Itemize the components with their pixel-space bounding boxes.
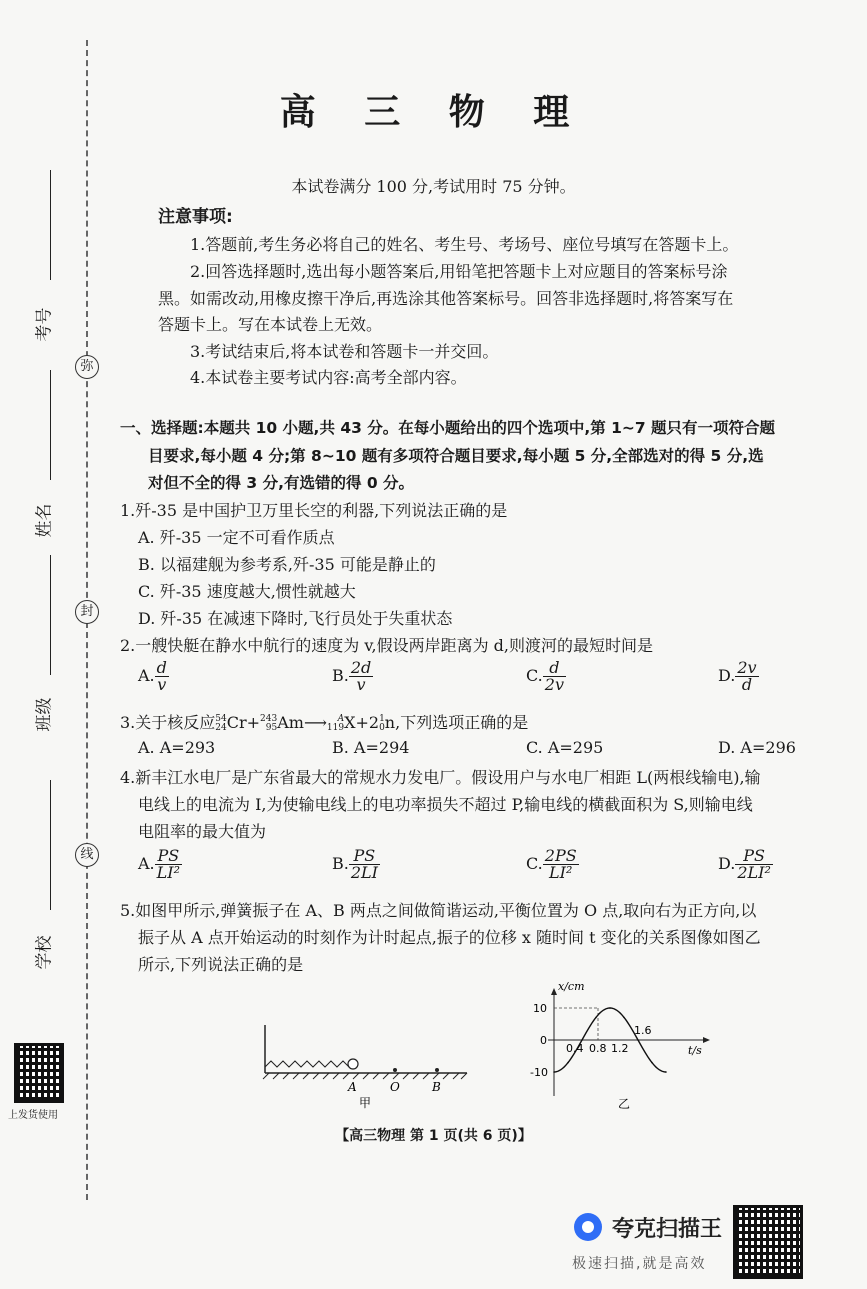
notice-item: 3.考试结束后,将本试卷和答题卡一并交回。 bbox=[190, 342, 499, 361]
q2-option-c[interactable] bbox=[526, 660, 566, 693]
q1-option-d[interactable]: D. 歼-35 在减速下降时,飞行员处于失重状态 bbox=[138, 609, 453, 628]
q4-option-b[interactable] bbox=[332, 848, 380, 881]
q3-option-b[interactable]: B. A=294 bbox=[332, 738, 410, 757]
n-coefficient: 2 bbox=[368, 713, 380, 732]
page-footer: 【高三物理 第 1 页(共 6 页)】 bbox=[335, 1128, 532, 1144]
denominator: LI² bbox=[156, 863, 180, 882]
figure-yi-xt-chart bbox=[518, 978, 718, 1113]
denominator: 2LI bbox=[350, 863, 378, 882]
floor-hatching bbox=[263, 1073, 467, 1079]
q1-stem: 1.歼-35 是中国护卫万里长空的利器,下列说法正确的是 bbox=[120, 501, 508, 520]
class-blank[interactable] bbox=[50, 555, 51, 675]
option-label: B. bbox=[332, 854, 349, 873]
q4-option-c[interactable] bbox=[526, 848, 579, 881]
am-symbol: Am bbox=[277, 713, 304, 732]
q5-stem-line: 所示,下列说法正确的是 bbox=[138, 955, 304, 974]
option-label: A. bbox=[138, 666, 155, 685]
section-heading: 一、选择题:本题共 10 小题,共 43 分。在每小题给出的四个选项中,第 1~7 题只有一项符合题 bbox=[120, 419, 776, 437]
am-nuclide-numbers bbox=[260, 715, 277, 733]
option-label: A. bbox=[138, 854, 155, 873]
q4-stem-line: 电阻率的最大值为 bbox=[138, 822, 267, 841]
section-heading-cont: 目要求,每小题 4 分;第 8~10 题有多项符合题目要求,每小题 5 分,全部选对的得 5 分,选 bbox=[148, 447, 764, 465]
school-blank[interactable] bbox=[50, 780, 51, 910]
denominator: v bbox=[157, 675, 167, 694]
point-a-label: A bbox=[348, 1080, 357, 1094]
numerator: d bbox=[156, 658, 167, 677]
school-label: 学校 bbox=[34, 935, 55, 970]
data-point bbox=[623, 1017, 625, 1019]
cr-symbol: Cr bbox=[226, 713, 247, 732]
point-o-label: O bbox=[390, 1080, 400, 1094]
point-b-label: B bbox=[432, 1080, 441, 1094]
notice-item: 答题卡上。写在本试卷上无效。 bbox=[158, 315, 383, 334]
x-symbol: X bbox=[344, 713, 356, 732]
option-label: D. bbox=[718, 666, 736, 685]
point-o-dot bbox=[393, 1068, 397, 1072]
fraction bbox=[349, 660, 373, 693]
q4-stem-line: 4.新丰江水电厂是广东省最大的常规水力发电厂。假设用户与水电厂相距 L(两根线输电),输 bbox=[120, 768, 761, 787]
n-z: 0 bbox=[379, 722, 385, 733]
data-point bbox=[665, 1071, 667, 1073]
q2-option-d[interactable] bbox=[718, 660, 759, 693]
numerator: 2d bbox=[350, 658, 372, 677]
q1-option-c[interactable]: C. 歼-35 速度越大,惯性就越大 bbox=[138, 582, 356, 601]
data-point bbox=[637, 1039, 639, 1041]
y-axis-arrow-icon bbox=[551, 988, 557, 995]
brand-slogan: 极速扫描,就是高效 bbox=[572, 1256, 707, 1272]
q3-option-d[interactable]: D. A=296 bbox=[718, 738, 796, 757]
point-b-dot bbox=[435, 1068, 439, 1072]
side-qr-code bbox=[14, 1043, 64, 1103]
qr-caption: 上发货使用 bbox=[8, 1110, 58, 1121]
x-axis-arrow-icon bbox=[703, 1037, 710, 1043]
notice-item: 2.回答选择题时,选出每小题答案后,用铅笔把答题卡上对应题目的答案标号涂 bbox=[190, 262, 728, 281]
q5-stem-line: 振子从 A 点开始运动的时刻作为计时起点,振子的位移 x 随时间 t 变化的关系图像如图乙 bbox=[138, 928, 761, 947]
x-tick-label: 0.8 bbox=[589, 1042, 607, 1055]
reaction-arrow-icon: ⟶ bbox=[303, 713, 327, 732]
fraction bbox=[349, 848, 380, 881]
exam-number-label: 考号 bbox=[34, 307, 55, 342]
q1-option-b[interactable]: B. 以福建舰为参考系,歼-35 可能是静止的 bbox=[138, 555, 436, 574]
y-tick-label: 10 bbox=[533, 1002, 547, 1015]
data-point bbox=[651, 1062, 653, 1064]
figure-jia-spring-oscillator bbox=[255, 1015, 480, 1110]
option-label: B. bbox=[332, 666, 349, 685]
n-symbol: n bbox=[384, 713, 396, 732]
denominator: 2v bbox=[544, 675, 564, 694]
q1-option-a[interactable]: A. 歼-35 一定不可看作质点 bbox=[138, 528, 335, 547]
denominator: d bbox=[741, 675, 753, 694]
class-label: 班级 bbox=[34, 697, 55, 732]
brand-logo-inner bbox=[582, 1221, 594, 1233]
y-tick-label: 0 bbox=[540, 1034, 547, 1047]
x-mass: A bbox=[337, 713, 345, 724]
cr-z: 24 bbox=[215, 722, 227, 733]
option-label: C. bbox=[526, 666, 543, 685]
q2-option-a[interactable] bbox=[138, 660, 169, 693]
q4-option-d[interactable] bbox=[718, 848, 773, 881]
q5-stem-line: 5.如图甲所示,弹簧振子在 A、B 两点之间做简谐运动,平衡位置为 O 点,取向右为正方向,以 bbox=[120, 901, 757, 920]
x-tick-label: 1.6 bbox=[634, 1024, 652, 1037]
q3-stem-post: ,下列选项正确的是 bbox=[395, 713, 529, 732]
q3-stem: 3.关于核反应 54 24 Cr+ 243 95 Am⟶ A 119 X+2 1 0 n,下列选项正确的是 bbox=[120, 713, 529, 733]
numerator: 2v bbox=[737, 658, 757, 677]
notice-item: 1.答题前,考生务必将自己的姓名、考生号、考场号、座位号填写在答题卡上。 bbox=[190, 235, 739, 254]
fraction bbox=[155, 660, 169, 693]
fraction bbox=[155, 848, 182, 881]
y-tick-label: -10 bbox=[530, 1066, 548, 1079]
y-axis-label: x/cm bbox=[558, 980, 585, 993]
q2-option-b[interactable] bbox=[332, 660, 373, 693]
brand-qr-code bbox=[733, 1205, 803, 1279]
figure-jia-caption: 甲 bbox=[359, 1096, 372, 1110]
spring-icon bbox=[265, 1061, 349, 1067]
denominator: LI² bbox=[549, 863, 573, 882]
data-point bbox=[553, 1071, 555, 1073]
brand-name: 夸克扫描王 bbox=[612, 1217, 723, 1242]
binding-seal-xian: 线 bbox=[75, 843, 99, 867]
notice-item: 黑。如需改动,用橡皮擦干净后,再选涂其他答案标号。回答非选择题时,将答案写在 bbox=[158, 289, 734, 308]
am-mass: 243 bbox=[260, 713, 278, 724]
fraction bbox=[735, 848, 773, 881]
x-nuclide-numbers bbox=[327, 715, 344, 733]
brand-logo-icon bbox=[574, 1213, 602, 1241]
denominator: v bbox=[356, 675, 366, 694]
n-mass: 1 bbox=[379, 713, 385, 724]
figure-yi-caption: 乙 bbox=[618, 1097, 631, 1111]
fraction bbox=[735, 660, 758, 693]
x-axis-label: t/s bbox=[688, 1044, 702, 1057]
q3-stem-pre: 3.关于核反应 bbox=[120, 713, 216, 732]
cr-nuclide-numbers bbox=[215, 715, 226, 733]
numerator: PS bbox=[735, 848, 773, 865]
numerator: PS bbox=[155, 848, 182, 865]
option-label: D. bbox=[718, 854, 736, 873]
data-point bbox=[595, 1017, 597, 1019]
option-label: C. bbox=[526, 854, 543, 873]
denominator: 2LI² bbox=[737, 863, 771, 882]
q2-stem: 2.一艘快艇在静水中航行的速度为 v,假设两岸距离为 d,则渡河的最短时间是 bbox=[120, 636, 653, 655]
q3-option-c[interactable]: C. A=295 bbox=[526, 738, 604, 757]
numerator: 2PS bbox=[544, 846, 577, 865]
binding-seal-mi: 弥 bbox=[75, 355, 99, 379]
x-z: 119 bbox=[326, 722, 345, 733]
data-point bbox=[567, 1062, 569, 1064]
notice-heading: 注意事项: bbox=[158, 207, 233, 227]
binding-seal-feng: 封 bbox=[75, 600, 99, 624]
section-heading-cont: 对但不全的得 3 分,有选错的得 0 分。 bbox=[148, 474, 415, 492]
am-z: 95 bbox=[265, 722, 278, 733]
numerator: d bbox=[543, 660, 566, 677]
fraction bbox=[543, 848, 579, 881]
x-tick-label: 0.4 bbox=[566, 1042, 584, 1055]
data-point bbox=[581, 1039, 583, 1041]
name-label: 姓名 bbox=[34, 503, 55, 538]
exam-subtitle: 本试卷满分 100 分,考试用时 75 分钟。 bbox=[291, 177, 576, 196]
name-blank[interactable] bbox=[50, 370, 51, 480]
oscillator-ball bbox=[348, 1059, 358, 1069]
numerator: PS bbox=[349, 848, 380, 865]
page-title: 高 三 物 理 bbox=[279, 92, 588, 133]
fraction bbox=[543, 660, 566, 693]
x-tick-label: 1.2 bbox=[611, 1042, 629, 1055]
q4-option-a[interactable] bbox=[138, 848, 182, 881]
cr-mass: 54 bbox=[215, 713, 227, 724]
notice-item: 4.本试卷主要考试内容:高考全部内容。 bbox=[190, 368, 467, 387]
q4-stem-line: 电线上的电流为 I,为使输电线上的电功率损失不超过 P,输电线的横截面积为 S,则输电线 bbox=[138, 795, 753, 814]
data-point bbox=[609, 1007, 611, 1009]
q3-option-a[interactable]: A. A=293 bbox=[138, 738, 216, 757]
